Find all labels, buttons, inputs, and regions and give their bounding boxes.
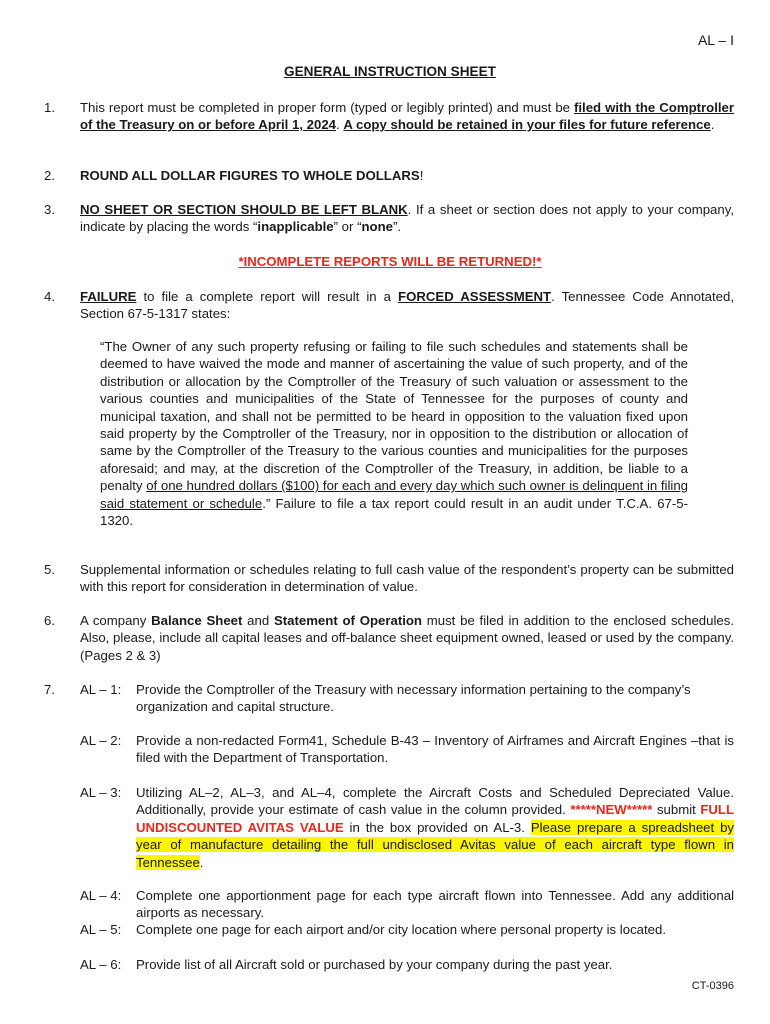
- al5-label: AL – 5:: [80, 922, 122, 937]
- instruction-6: A company Balance Sheet and Statement of Operation must be filed in addition to the enclosed schedules. Also, please, include all capital leases and off-balance sheet equipment owned, leased or used by the company. (Pages 2 & 3): [80, 613, 734, 663]
- al1-label: AL – 1:: [80, 682, 122, 697]
- al6-label: AL – 6:: [80, 957, 122, 972]
- item-number-3: 3.: [44, 202, 55, 217]
- item-number-4: 4.: [44, 289, 55, 304]
- al3-label: AL – 3:: [80, 785, 122, 800]
- incomplete-reports-notice: *INCOMPLETE REPORTS WILL BE RETURNED!*: [238, 254, 542, 269]
- instruction-4: FAILURE to file a complete report will result in a FORCED ASSESSMENT. Tennessee Code Annotated, Section 67-5-1317 states:: [80, 289, 735, 322]
- filing-deadline: filed with the Comptroller of the Treasury on or before April 1, 2024: [80, 100, 735, 133]
- al1-text: Provide the Comptroller of the Treasury with necessary information pertaining to the company’s organization and capital structure.: [136, 682, 691, 715]
- instruction-3: NO SHEET OR SECTION SHOULD BE LEFT BLANK. If a sheet or section does not apply to your company, indicate by placing the words “inapplicable” or “none”.: [80, 202, 735, 235]
- item-number-5: 5.: [44, 562, 55, 577]
- footer-code: CT-0396: [691, 980, 734, 992]
- al4-label: AL – 4:: [80, 888, 122, 903]
- avitas-value-note: FULL UNDISCOUNTED AVITAS VALUE: [136, 802, 735, 835]
- highlighted-spreadsheet-note: Please prepare a spreadsheet by year of manufacture detailing the full undisclosed Avitas value of each aircraft type flown in Tennessee: [136, 819, 735, 870]
- instruction-5: Supplemental information or schedules relating to full cash value of the respondent’s property can be submitted with this report for consideration in determination of value.: [80, 562, 734, 595]
- item-number-7: 7.: [44, 682, 55, 697]
- al2-text: Provide a non-redacted Form41, Schedule B-43 – Inventory of Airframes and Aircraft Engines –that is filed with the Department of Transportation.: [136, 733, 734, 766]
- item-number-6: 6.: [44, 613, 55, 628]
- penalty-clause: of one hundred dollars ($100) for each and every day which such owner is delinquent in filing said statement or schedule: [100, 478, 688, 511]
- item-number-2: 2.: [44, 168, 55, 183]
- page-title: GENERAL INSTRUCTION SHEET: [284, 64, 496, 79]
- al4-text: Complete one apportionment page for each type aircraft flown into Tennessee. Add any additional airports as necessary.: [136, 888, 734, 921]
- item-number-1: 1.: [44, 100, 55, 115]
- al6-text: Provide list of all Aircraft sold or purchased by your company during the past year.: [136, 957, 613, 972]
- al5-text: Complete one page for each airport and/or city location where personal property is located.: [136, 922, 666, 937]
- new-marker: *****NEW*****: [570, 802, 653, 818]
- al2-label: AL – 2:: [80, 733, 122, 748]
- form-code: AL – I: [697, 32, 734, 48]
- instruction-1: This report must be completed in proper form (typed or legibly printed) and must be filed with the Comptroller of the Treasury on or before April 1, 2024. A copy should be retained in your files for future reference.: [80, 100, 735, 133]
- al3-text: Utilizing AL–2, AL–3, and AL–4, complete the Aircraft Costs and Scheduled Depreciated Value. Additionally, provide your estimate of cash value in the column provided. *****NEW***** submit FULL UNDISCOUNTED AVITAS VALUE in the box provided on AL-3. Please prepare a spreadsheet by year of manufacture detailing the full undisclosed Avitas value of each aircraft type flown in Tennessee.: [136, 785, 735, 870]
- retain-copy-note: A copy should be retained in your files for future reference: [343, 117, 711, 133]
- statute-quote: “The Owner of any such property refusing or failing to file such schedules and statements shall be deemed to have waived the mode and manner of ascertaining the value of such property, and of the distribution or allocation by the Comptroller of the Treasury of such valuation or assessment to the various counties and municipalities of the State of Tennessee for the purposes of county and municipal taxation, and shall not be permitted to be heard in opposition to the valuation fixed upon said property by the Comptroller of the Treasury, nor in opposition to the distribution or allocation of same by the Comptroller of the Treasury to the various counties and municipalities for the purposes aforesaid; and may, at the discretion of the Comptroller of the Treasury, in addition, be liable to a penalty of one hundred dollars ($100) for each and every day which such owner is delinquent in filing said statement or schedule.” Failure to file a tax report could result in an audit under T.C.A. 67-5-1320.: [100, 339, 689, 529]
- instruction-2: ROUND ALL DOLLAR FIGURES TO WHOLE DOLLARS!: [80, 168, 424, 183]
